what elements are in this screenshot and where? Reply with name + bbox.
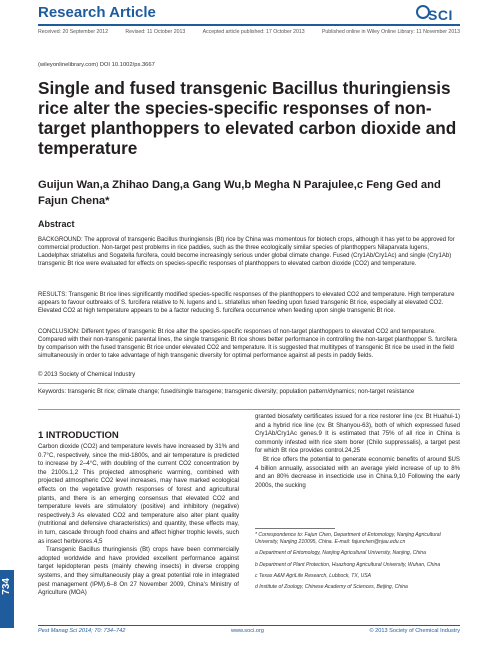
- page-number: 734: [1, 578, 12, 595]
- section-heading-introduction: 1 INTRODUCTION: [38, 430, 119, 441]
- article-title: Single and fused transgenic Bacillus thuringiensis rice alter the species-specific responses of non-target planthoppers to elevated carbon dioxide and temperature: [38, 78, 457, 158]
- footer-rule: [38, 625, 460, 626]
- doi-line[interactable]: (wileyonlinelibrary.com) DOI 10.1002/ps.3667: [38, 62, 155, 68]
- footnote-affiliation-b: b Department of Plant Protection, Huazhong Agricultural University, Wuhan, China: [255, 561, 441, 568]
- date-revised: Revised: 11 October 2013: [125, 29, 186, 35]
- intro-paragraph-2: Transgenic Bacillus thuringiensis (Bt) crops have been commercially adopted worldwide and have provided excellent performance against target lepidopteran pests (mainly chewing insects) in diverse cropping systems, and they simultaneously play a great potential role in integrated pest management (IPM).6–8 On 27 November 2009, China's Ministry of Agriculture (MOA): [38, 546, 239, 597]
- date-published: Published online in Wiley Online Library: 11 November 2013: [321, 29, 460, 35]
- keywords: Keywords: transgenic Bt rice; climate change; fused/single transgene; transgenic diversity; population pattern/dynamics; non-target resistance: [38, 389, 415, 395]
- footer-site-link[interactable]: www.soci.org: [230, 628, 264, 634]
- date-accepted: Accepted article published: 17 October 2013: [202, 29, 305, 35]
- article-dates: [38, 29, 460, 35]
- left-column: [38, 443, 239, 598]
- footer-copyright: © 2013 Society of Chemical Industry: [369, 628, 460, 634]
- abstract-background: BACKGROUND: The approval of transgenic Bacillus thuringiensis (Bt) rice by China was momentous for biotech crops, although it has yet to be approved for commercial production. Non-target pest problems in rice paddies, such as the three ecologically similar species of planthoppers Nilaparvata lugens, Laodelphax striatellus and Sogatella furcifera, could become increasingly serious under global climate change. Fused (Cry1Ab/Cry1Ac) and single (Cry1Ab) transgenic Bt rice were evaluated for effects on species-specific responses of planthoppers to elevated carbon dioxide (CO2) and temperature.: [38, 237, 455, 268]
- footnote-affiliation-a: a Department of Entomology, Nanjing Agricultural University, Nanjing, China: [255, 550, 426, 557]
- footnote-affiliation-d: d Institute of Zoology, Chinese Academy of Sciences, Beijing, China: [255, 584, 408, 591]
- footnote-correspondence: * Correspondence to: Fajun Chen, Department of Entomology, Nanjing Agricultural University, Nanjing 210095, China. E-mail: fajunchen@njau.edu.cn: [255, 532, 441, 546]
- abstract-heading: Abstract: [38, 219, 75, 229]
- footnote-affiliation-c: c Texas A&M AgriLife Research, Lubbock, TX, USA: [255, 572, 372, 579]
- keywords-divider: [38, 409, 460, 410]
- author-list: Guijun Wan,a Zhihao Dang,a Gang Wu,b Megha N Parajulee,c Feng Ged and Fajun Chena*: [38, 179, 441, 207]
- header-rule: [38, 24, 460, 26]
- logo-text: SCI: [428, 7, 453, 23]
- intro-paragraph-1: Carbon dioxide (CO2) and temperature levels have increased by 31% and 0.7°C, respectively, since the mid-1800s, and air temperature is predicted to increase by 2–4°C, with doubling of the current CO2 concentration by the 2100s.1,2 This projected atmospheric warming, combined with projected atmospheric CO2 level increases, may have marked ecological effects on the vegetative growth responses of forest and agricultural plants, and there is an emerging consensus that elevated CO2 and temperature levels are stimulatory (positive) and inhibitory (negative) respectively.3 As elevated CO2 and temperature also alter plant quality (nutritional and defensive characteristics) and quantity, these effects may, in turn, cascade through food chains and affect higher trophic levels, such as insect herbivores.4,5: [38, 443, 239, 545]
- footnotes: [255, 532, 460, 591]
- intro-paragraph-4: Bt rice offers the potential to generate economic benefits of around $US 4 billion annually, associated with an average yield increase of up to 8% and an 80% decrease in insecticide use in China.9,10 Following the early 2000s, the sucking: [255, 455, 460, 489]
- footnote-rule: [255, 528, 335, 529]
- footer: [38, 628, 460, 634]
- journal-section-label: Research Article: [38, 4, 156, 21]
- intro-paragraph-3: granted biosafety certificates issued for a rice restorer line (cv. Bt Huahui-1) and a hybrid rice line (cv. Bt Shanyou-63), both of which expressed fused Cry1Ab/Cry1Ac genes.9 It is estimated that 75% of all rice in China is commonly infested with rice stem borer (Chilo suppressalis), a target pest for which Bt rice provides control.24,25: [255, 413, 460, 455]
- date-received: Received: 20 September 2012: [38, 29, 109, 35]
- abstract-results: RESULTS: Transgenic Bt rice lines significantly modified species-specific responses of the planthoppers to elevated CO2 and temperature. High temperature appears to favour outbreaks of S. furcifera relative to N. lugens and L. striatellus when feeding upon fused transgenic Bt rice, especially at elevated CO2. Elevated CO2 at high temperature appears to be a factor reducing S. furcifera occurrence when feeding upon single transgenic Bt rice.: [38, 292, 455, 315]
- footer-citation: Pest Manag Sci 2014; 70: 734–742: [38, 628, 126, 634]
- abstract-conclusion: CONCLUSION: Different types of transgenic Bt rice alter the species-specific responses of non-target planthoppers to elevated CO2 and temperature. Compared with their non-transgenic parental lines, the single transgenic Bt rice shows better performance in controlling the non-target planthopper S. furcifera by comparison with the fused transgenic Bt rice under elevated CO2 and temperature. It is suggested that multitypes of transgenic Bt rice be used in the field simultaneously in order to take advantage of high transgenic diversity for optimal performance against all pests in paddy fields.: [38, 329, 457, 360]
- sci-logo: [416, 5, 460, 25]
- right-column: [255, 413, 460, 490]
- abstract-divider: [38, 383, 460, 384]
- abstract-copyright: © 2013 Society of Chemical Industry: [38, 372, 136, 378]
